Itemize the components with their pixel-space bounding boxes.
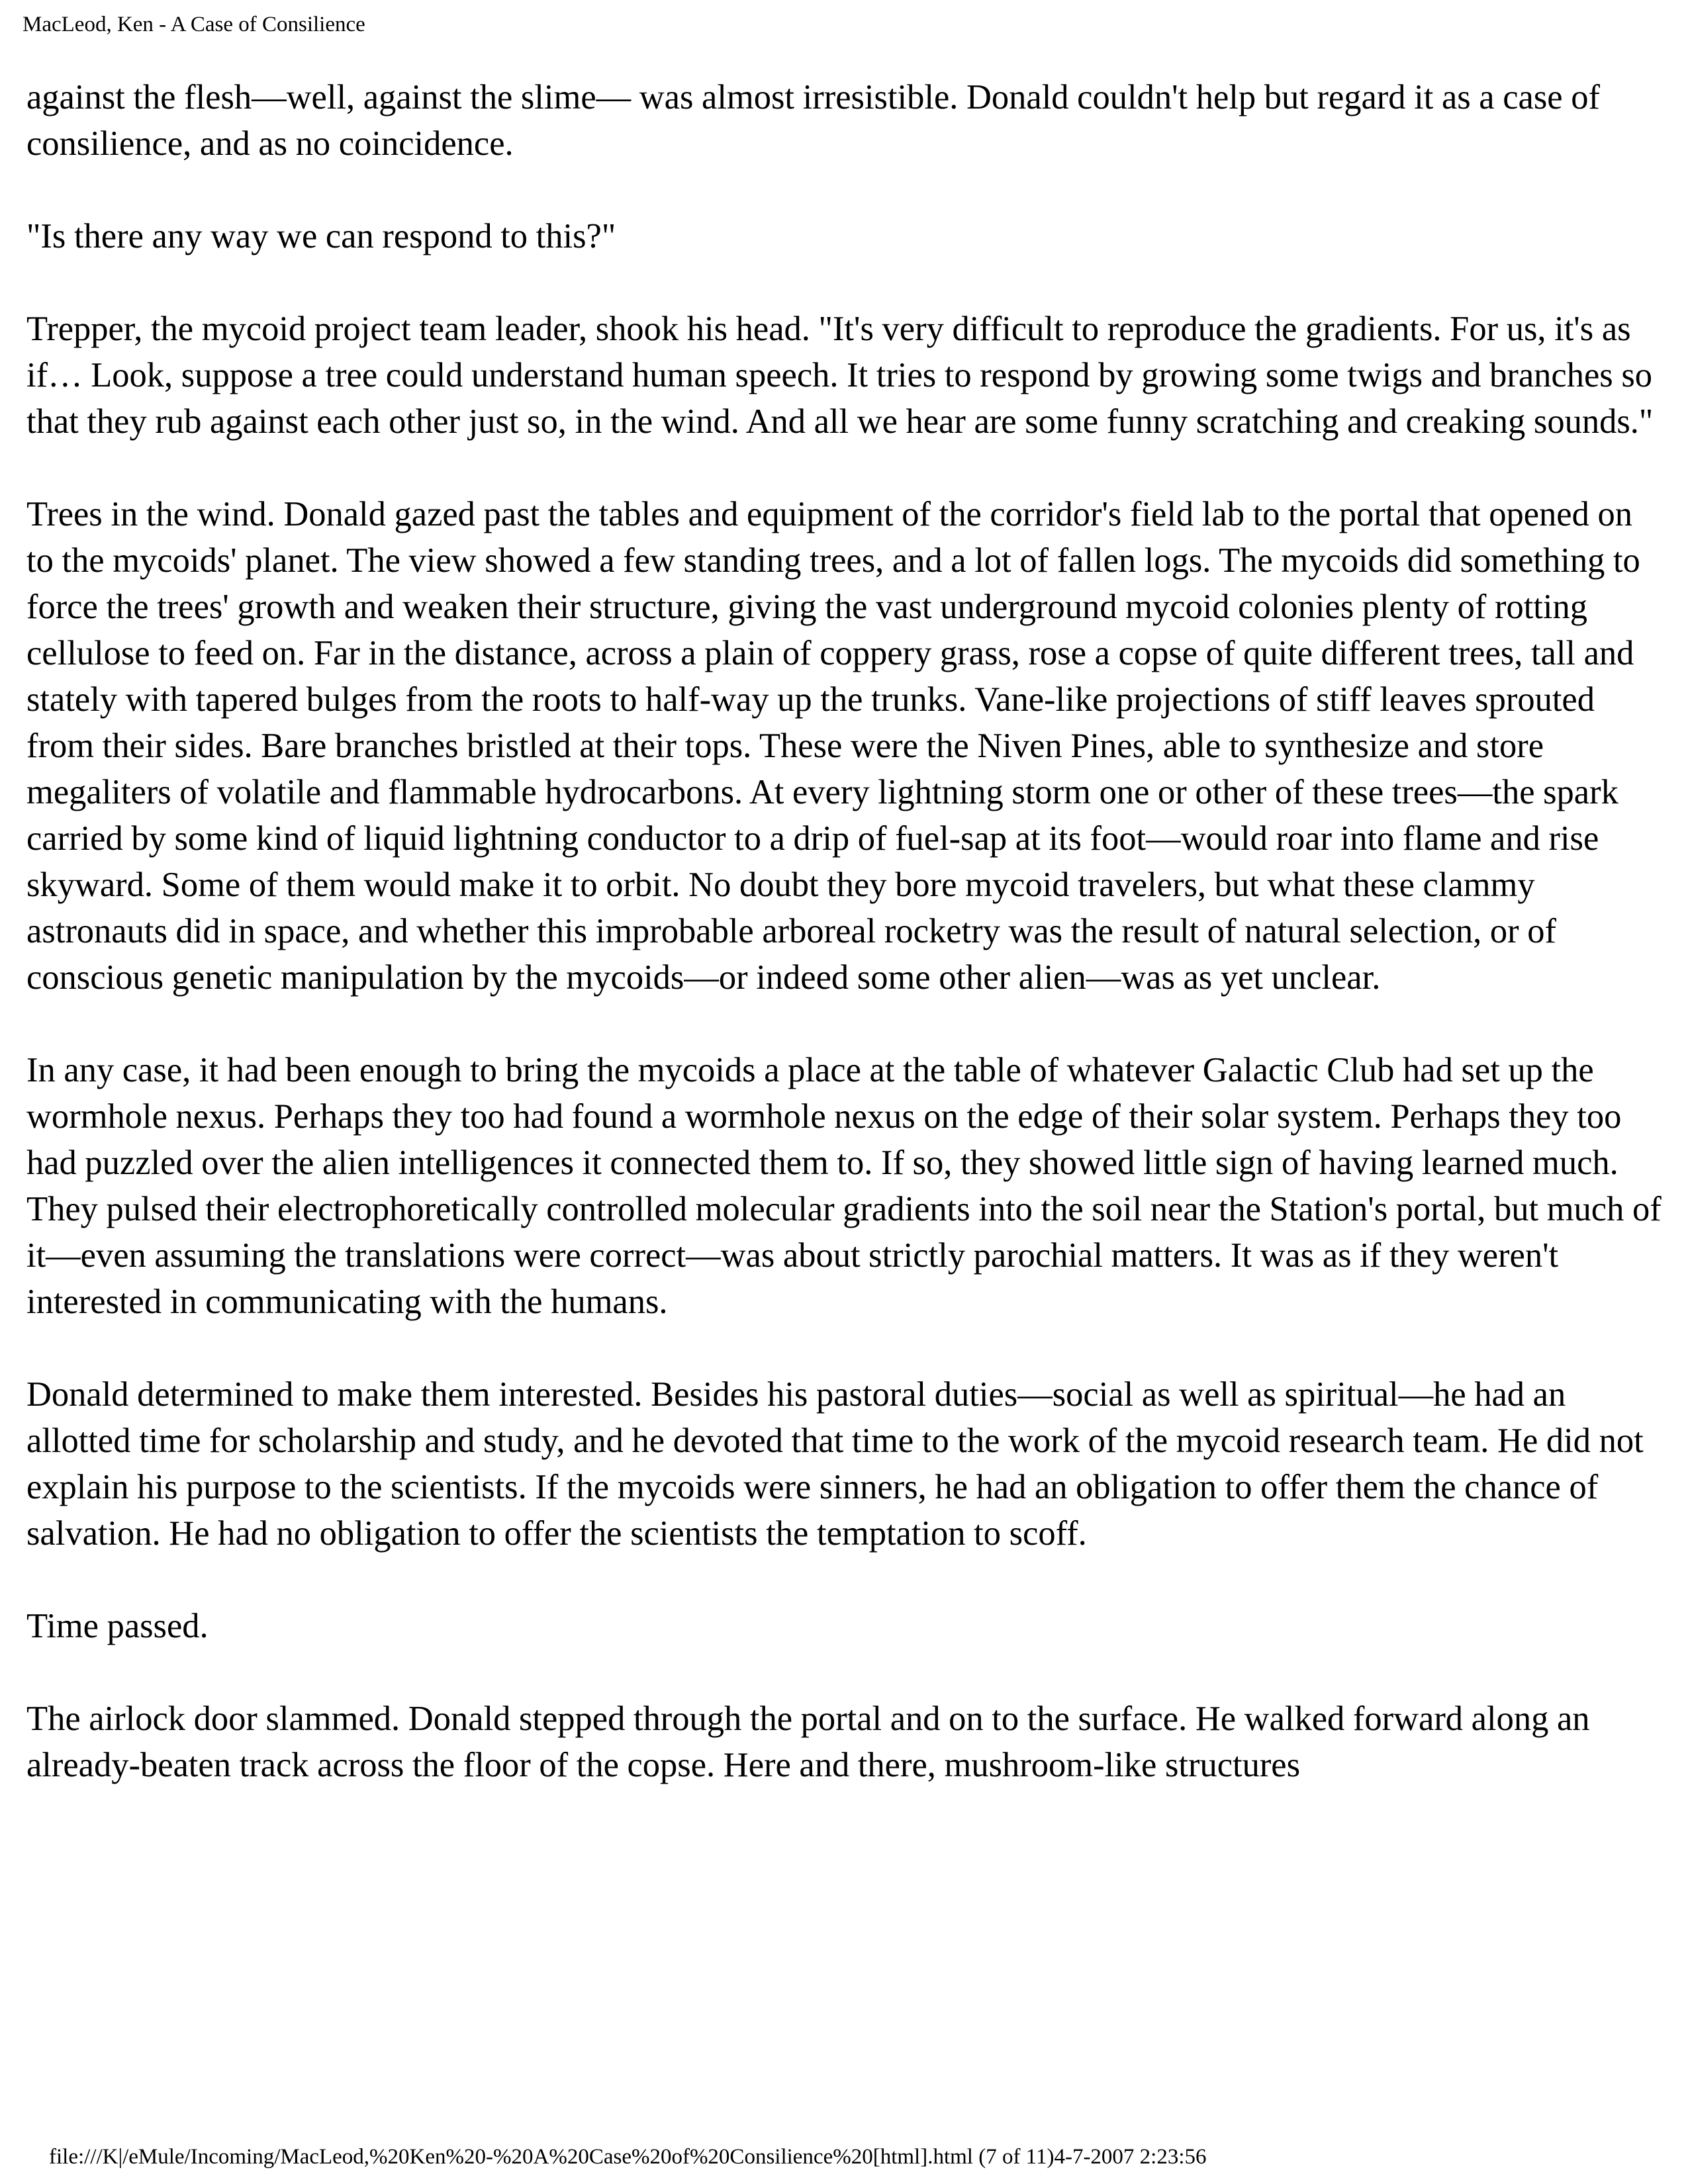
document-body <box>26 74 1662 1788</box>
paragraph-8: The airlock door slammed. Donald stepped through the portal and on to the surface. He walked forward along an already-beaten track across the floor of the copse. Here and there, mushroom-like structures <box>26 1700 1590 1784</box>
paragraph-4: Trees in the wind. Donald gazed past the tables and equipment of the corridor's field lab to the portal that opened on to the mycoids' planet. The view showed a few standing trees, and a lot of fallen logs. The mycoids did something to force the trees' growth and weaken their structure, giving the vast underground mycoid colonies plenty of rotting cellulose to feed on. Far in the distance, across a plain of coppery grass, rose a copse of quite different trees, tall and stately with tapered bulges from the roots to half-way up the trunks. Vane-like projections of stiff leaves sprouted from their sides. Bare branches bristled at their tops. These were the Niven Pines, able to synthesize and store megaliters of volatile and flammable hydrocarbons. At every lightning storm one or other of these trees—the spark carried by some kind of liquid lightning conductor to a drip of fuel-sap at its foot—would roar into flame and rise skyward. Some of them would make it to orbit. No doubt they bore mycoid travelers, but what these clammy astronauts did in space, and whether this improbable arboreal rocketry was the result of natural selection, or of conscious genetic manipulation by the mycoids—or indeed some other alien—was as yet unclear. <box>26 495 1640 997</box>
paragraph-1: against the flesh—well, against the slime— was almost irresistible. Donald couldn't help but regard it as a case of consilience, and as no coincidence. <box>26 78 1600 163</box>
paragraph-2: "Is there any way we can respond to this?" <box>26 217 616 255</box>
paragraph-7: Time passed. <box>26 1607 209 1645</box>
page-footer-file-path: file:///K|/eMule/Incoming/MacLeod,%20Ken%20-%20A%20Case%20of%20Consilience%20[html].html (7 of 11)4-7-2007 2:23:56 <box>49 2145 1207 2169</box>
paragraph-5: In any case, it had been enough to bring the mycoids a place at the table of whatever Galactic Club had set up the wormhole nexus. Perhaps they too had found a wormhole nexus on the edge of their solar system. Perhaps they too had puzzled over the alien intelligences it connected them to. If so, they showed little sign of having learned much. They pulsed their electrophoretically controlled molecular gradients into the soil near the Station's portal, but much of it—even assuming the translations were correct—was about strictly parochial matters. It was as if they weren't interested in communicating with the humans. <box>26 1051 1662 1321</box>
paragraph-6: Donald determined to make them interested. Besides his pastoral duties—social as well as spiritual—he had an allotted time for scholarship and study, and he devoted that time to the work of the mycoid research team. He did not explain his purpose to the scientists. If the mycoids were sinners, he had an obligation to offer them the chance of salvation. He had no obligation to offer the scientists the temptation to scoff. <box>26 1375 1644 1553</box>
page-header: MacLeod, Ken - A Case of Consilience <box>23 13 365 36</box>
paragraph-3: Trepper, the mycoid project team leader, shook his head. "It's very difficult to reproduce the gradients. For us, it's as if… Look, suppose a tree could understand human speech. It tries to respond by growing some twigs and branches so that they rub against each other just so, in the wind. And all we hear are some funny scratching and creaking sounds." <box>26 310 1654 441</box>
